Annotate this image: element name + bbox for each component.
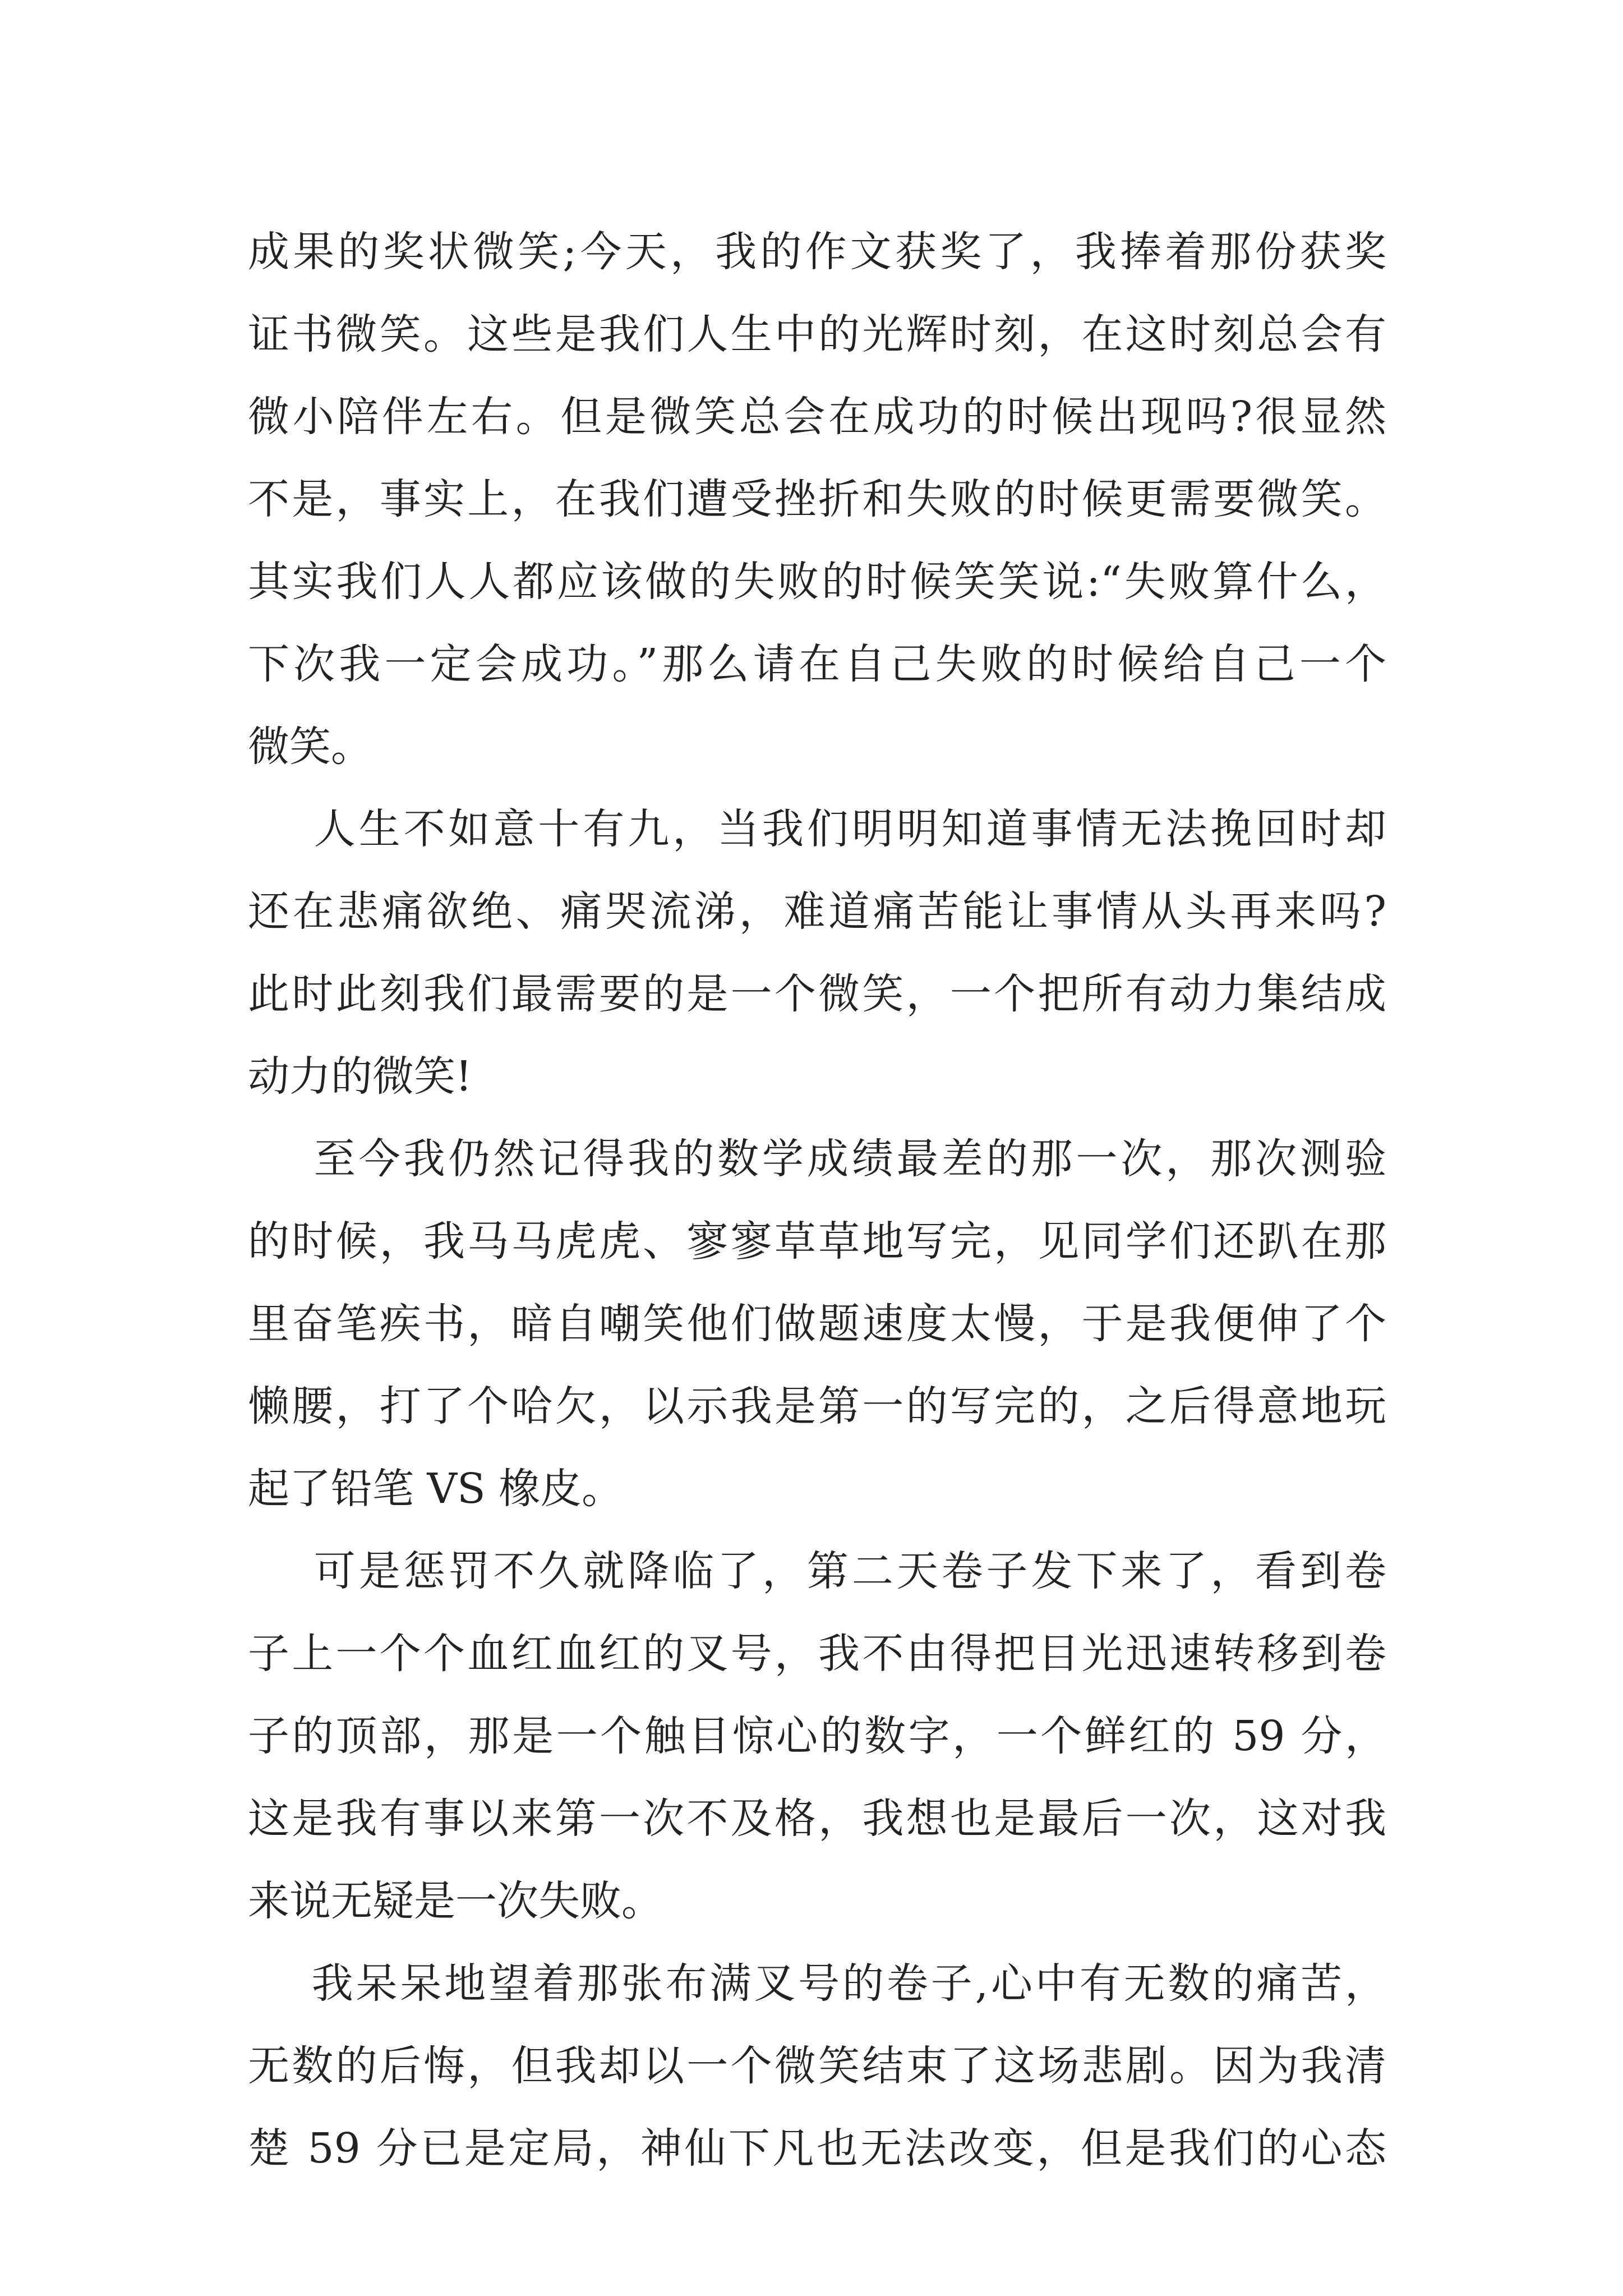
text-line: 我呆呆地望着那张布满叉号的卷子,心中有无数的痛苦，: [248, 1959, 1386, 2008]
text-line: 里奋笔疾书，暗自嘲笑他们做题速度太慢，于是我便伸了个: [248, 1300, 1386, 1348]
text-line: 这是我有事以来第一次不及格，我想也是最后一次，这对我: [248, 1795, 1386, 1843]
text-line: 懒腰，打了个哈欠，以示我是第一的写完的，之后得意地玩: [248, 1382, 1386, 1430]
text-line: 微小陪伴左右。但是微笑总会在成功的时候出现吗?很显然: [248, 393, 1386, 441]
text-line: 其实我们人人都应该做的失败的时候笑笑说:“失败算什么，: [248, 558, 1386, 606]
text-line: 来说无疑是一次失败。: [248, 1877, 663, 1925]
text-line: 成果的奖状微笑;今天，我的作文获奖了，我捧着那份获奖: [248, 228, 1386, 276]
text-line: 无数的后悔，但我却以一个微笑结束了这场悲剧。因为我清: [248, 2042, 1386, 2090]
text-line: 子的顶部，那是一个触目惊心的数字，一个鲜红的 59 分，: [248, 1712, 1386, 1760]
text-line: 证书微笑。这些是我们人生中的光辉时刻，在这时刻总会有: [248, 310, 1386, 358]
text-line: 可是惩罚不久就降临了，第二天卷子发下来了，看到卷: [248, 1547, 1386, 1595]
text-line: 人生不如意十有九，当我们明明知道事情无法挽回时却: [248, 805, 1386, 853]
text-line: 还在悲痛欲绝、痛哭流涕，难道痛苦能让事情从头再来吗?: [248, 887, 1386, 936]
body-text: [248, 211, 1386, 2190]
text-line: 动力的微笑!: [248, 1052, 472, 1101]
text-line: 起了铅笔 VS 橡皮。: [248, 1465, 624, 1513]
text-line: 不是，事实上，在我们遭受挫折和失败的时候更需要微笑。: [248, 475, 1386, 523]
text-line: 下次我一定会成功。”那么请在自己失败的时候给自己一个: [248, 640, 1386, 688]
text-line: 微笑。: [248, 723, 372, 771]
text-line: 楚 59 分已是定局，神仙下凡也无法改变，但是我们的心态: [248, 2124, 1386, 2173]
text-line: 此时此刻我们最需要的是一个微笑，一个把所有动力集结成: [248, 970, 1386, 1018]
text-line: 子上一个个血红血红的叉号，我不由得把目光迅速转移到卷: [248, 1630, 1386, 1678]
text-line: 至今我仍然记得我的数学成绩最差的那一次，那次测验: [248, 1135, 1386, 1183]
text-line: 的时候，我马马虎虎、寥寥草草地写完，见同学们还趴在那: [248, 1217, 1386, 1266]
